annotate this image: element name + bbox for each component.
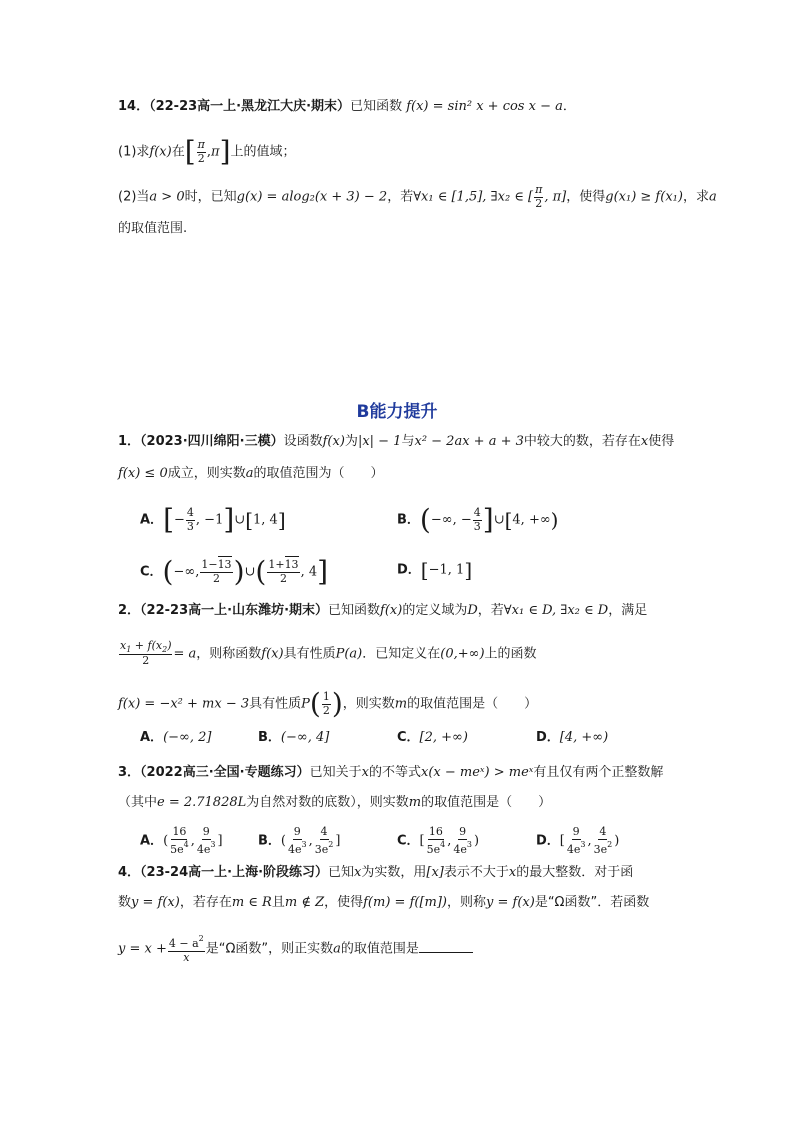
q2-option-d[interactable]: D．[4, +∞) — [536, 730, 609, 745]
q4-stem-cont: 数y = f(x)，若存在m ∈ R且m ∉ Z，使得f(m) = f([m])，则称y = f(x)是“Ω函数”．若函数 — [118, 895, 650, 910]
q2-stem: 2．（22-23高一上·山东潍坊·期末）已知函数f(x)的定义域为D，若∀x₁ ∈ D, ∃x₂ ∈ D，满足 — [118, 603, 648, 618]
q3-option-d[interactable]: D．[ $\frac{9}{4e^3}$ , $\frac{4}{3e^2}$ ) — [536, 825, 620, 856]
q1-option-d[interactable]: D．[−1, 1] — [397, 558, 473, 582]
q2-option-c[interactable]: C．[2, +∞) — [397, 730, 468, 745]
q2-stem-cont2: f(x) = −x² + mx − 3具有性质P( $\frac{1}{2}$ )，则实数m的取值范围是（ ） — [118, 687, 538, 720]
q2-number: 2． — [118, 603, 141, 618]
q3-stem-cont: （其中e = 2.71828L为自然对数的底数），则实数m的取值范围是（ ） — [118, 795, 552, 810]
q4-stem-cont2: y = x + $\frac{4 - a^2}{x}$ 是“Ω函数”，则正实数a的取值范围是 — [118, 934, 473, 964]
q4-stem: 4．（23-24高一上·上海·阶段练习）已知x为实数，用[x]表示不大于x的最大整数．对于函 — [118, 865, 634, 880]
section-title: B能力提升 — [356, 402, 438, 422]
q1-stem-cont: f(x) ≤ 0成立，则实数a的取值范围为（ ） — [118, 466, 384, 481]
q2-option-b[interactable]: B．(−∞, 4] — [258, 730, 330, 745]
q1-option-b[interactable]: B．(−∞, − $\frac{4}{3}$ ]∪[4, +∞) — [397, 503, 559, 536]
q1-number: 1． — [118, 434, 141, 449]
q1-source: （2023·四川绵阳·三模） — [140, 434, 284, 449]
q3-source: （2022高三·全国·专题练习） — [140, 765, 310, 780]
q14-part2: (2)当a > 0时，已知g(x) = alog₂(x + 3) − 2，若∀x₁ ∈ [1,5], ∃x₂ ∈ [ $\frac{\pi}{2}$ , π]，使得g(x₁) ≥ f(x₁)，求a — [118, 183, 717, 210]
q14-part1: (1)求f(x)在[ $\frac{\pi}{2}$ ,π]上的值域； — [118, 135, 296, 168]
q1-option-c[interactable]: C．(−∞, $\frac{1-13}{2}$ )∪( $\frac{1+13}{2}$ , 4] — [140, 555, 329, 588]
q4-answer-blank[interactable] — [419, 940, 473, 953]
q3-option-a[interactable]: A．( $\frac{16}{5e^4}$ , $\frac{9}{4e^3}$ ] — [140, 825, 223, 856]
q3-option-b[interactable]: B．( $\frac{9}{4e^3}$ , $\frac{4}{3e^2}$ ] — [258, 825, 341, 856]
q2-stem-cont: $\frac{x_1 + f(x_2)}{2}$ = a，则称函数f(x)具有性质P(a)．已知定义在(0,+∞)上的函数 — [120, 639, 537, 668]
q14-number: 14． — [118, 99, 150, 114]
q14-pi-over-2: $\frac{\pi}{2}$ — [197, 137, 205, 165]
q1-stem: 1．（2023·四川绵阳·三模）设函数f(x)为|x| − 1与x² − 2ax + a + 3中较大的数，若存在x使得 — [118, 434, 675, 449]
q4-number: 4． — [118, 865, 141, 880]
q2-option-a[interactable]: A．(−∞, 2] — [140, 730, 212, 745]
q3-option-c[interactable]: C．[ $\frac{16}{5e^4}$ , $\frac{9}{4e^3}$ ) — [397, 825, 480, 856]
q3-stem: 3．（2022高三·全国·专题练习）已知关于x的不等式x(x − meˣ) > meˣ有且仅有两个正整数解 — [118, 765, 664, 780]
q2-source: （22-23高一上·山东潍坊·期末） — [140, 603, 329, 618]
q14-part2-cont: 的取值范围. — [118, 221, 188, 236]
q14-stem: 14．（22-23高一上·黑龙江大庆·期末）已知函数 f(x) = sin² x + cos x − a． — [118, 99, 576, 114]
q1-option-a[interactable]: A．[− $\frac{4}{3}$ , −1]∪[1, 4] — [140, 503, 286, 536]
q3-number: 3． — [118, 765, 141, 780]
q14-source: （22-23高一上·黑龙江大庆·期末） — [149, 99, 351, 114]
q4-source: （23-24高一上·上海·阶段练习） — [140, 865, 329, 880]
q14-function: f(x) = sin² x + cos x − a — [406, 99, 563, 114]
q14-g-function: g(x) = alog₂(x + 3) − 2 — [236, 189, 388, 205]
